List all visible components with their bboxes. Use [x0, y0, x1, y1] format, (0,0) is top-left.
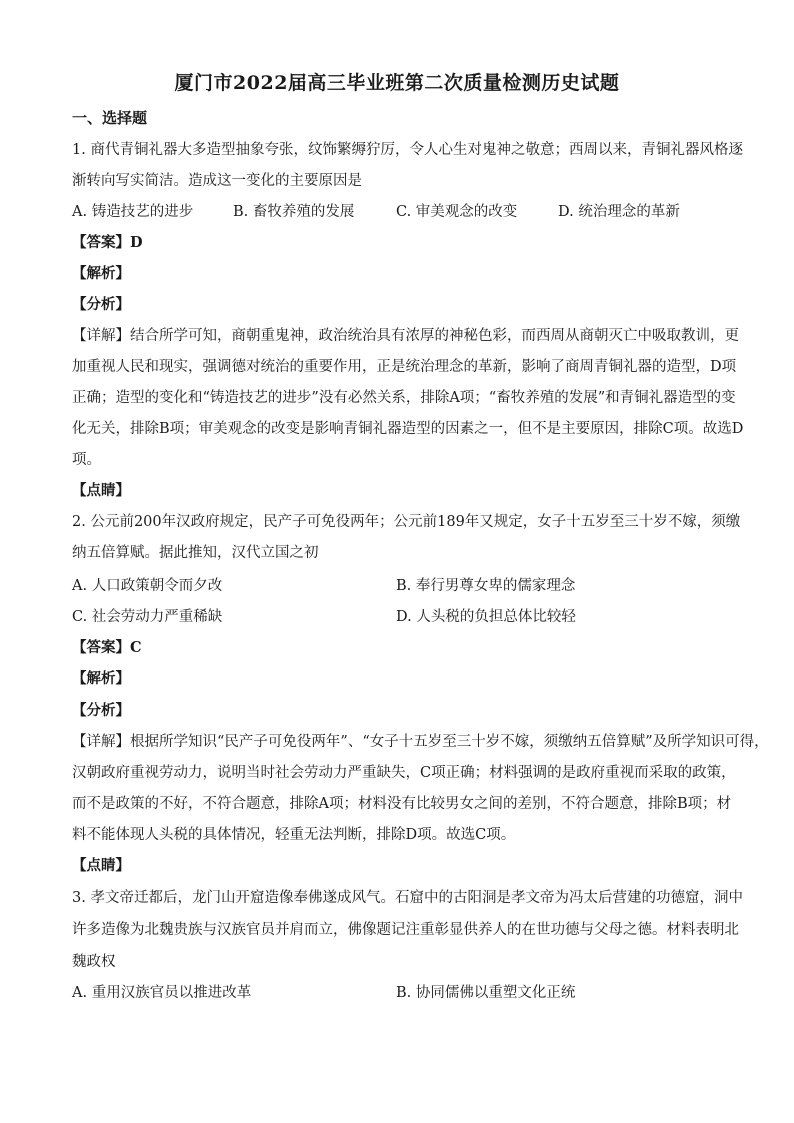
q2-fenxi-label: 【分析】: [72, 702, 130, 719]
q1-option-a: A. 铸造技艺的进步: [72, 204, 194, 220]
q1-fenxi-label: 【分析】: [72, 296, 130, 313]
q1-option-b: B. 畜牧养殖的发展: [233, 204, 355, 220]
q2-detail-line-3: 而不是政策的不好，不符合题意，排除A项；材料没有比较男女之间的差别，不符合题意，排除B项；材: [72, 796, 732, 812]
q1-jiexi-label: 【解析】: [72, 265, 130, 282]
q2-detail-line-2: 汉朝政府重视劳动力，说明当时社会劳动力严重缺失，C项正确；材料强调的是政府重视而采取的政策，: [72, 765, 736, 781]
q3-stem-line-1: 3. 孝文帝迁都后，龙门山开窟造像奉佛遂成风气。石窟中的古阳洞是孝文帝为冯太后营建的功德窟，洞中: [72, 890, 743, 906]
q3-option-a: A. 重用汉族官员以推进改革: [72, 985, 252, 1001]
q2-stem-line-1: 2. 公元前200年汉政府规定，民产子可免役两年；公元前189年又规定，女子十五岁至三十岁不嫁，须缴: [72, 514, 741, 530]
q2-answer: 【答案】C: [72, 639, 142, 656]
q2-dianjing-label: 【点睛】: [72, 857, 130, 874]
q1-option-c: C. 审美观念的改变: [396, 204, 518, 220]
q1-detail-line-3: 正确；造型的变化和“铸造技艺的进步”没有必然关系，排除A项；“畜牧养殖的发展”和青铜礼器造型的变: [72, 390, 736, 406]
q2-detail-line-1: 【详解】根据所学知识“民产子可免役两年”、“女子十五岁至三十岁不嫁，须缴纳五倍算赋”及所学知识可得，: [72, 734, 769, 750]
q1-detail-line-2: 加重视人民和现实，强调德对统治的重要作用，正是统治理念的革新，影响了商周青铜礼器的造型，D项: [72, 359, 737, 375]
q2-option-b: B. 奉行男尊女卑的儒家理念: [396, 578, 576, 594]
q1-detail-line-1: 【详解】结合所学可知，商朝重鬼神，政治统治具有浓厚的神秘色彩，而西周从商朝灭亡中吸取教训，更: [72, 328, 739, 344]
page-title: 厦门市2022届高三毕业班第二次质量检测历史试题: [174, 72, 620, 94]
q1-answer: 【答案】D: [72, 234, 143, 251]
q2-option-d: D. 人头税的负担总体比较轻: [396, 609, 576, 625]
q1-detail-line-5: 项。: [72, 452, 101, 468]
q3-stem-line-3: 魏政权: [72, 954, 116, 970]
q3-option-b: B. 协同儒佛以重塑文化正统: [396, 985, 576, 1001]
q2-detail-line-4: 料不能体现人头税的具体情况，轻重无法判断，排除D项。故选C项。: [72, 827, 516, 843]
q2-option-a: A. 人口政策朝令而夕改: [72, 578, 223, 594]
q1-detail-line-4: 化无关，排除B项；审美观念的改变是影响青铜礼器造型的因素之一，但不是主要原因，排除C项。故选D: [72, 421, 744, 437]
q2-stem-line-2: 纳五倍算赋。据此推知，汉代立国之初: [72, 545, 319, 561]
q1-option-d: D. 统治理念的革新: [558, 204, 680, 220]
q3-stem-line-2: 许多造像为北魏贵族与汉族官员并肩而立，佛像题记注重彰显供养人的在世功德与父母之德。材料表明北: [72, 922, 739, 938]
q1-stem-line-2: 渐转向写实简洁。造成这一变化的主要原因是: [72, 173, 362, 189]
q2-option-c: C. 社会劳动力严重稀缺: [72, 609, 223, 625]
q2-jiexi-label: 【解析】: [72, 670, 130, 687]
q1-stem-line-1: 1. 商代青铜礼器大多造型抽象夸张，纹饰繁缛狞厉，令人心生对鬼神之敬意；西周以来，青铜礼器风格逐: [72, 142, 743, 158]
section-heading: 一、选择题: [72, 109, 148, 127]
q1-dianjing-label: 【点睛】: [72, 482, 130, 499]
